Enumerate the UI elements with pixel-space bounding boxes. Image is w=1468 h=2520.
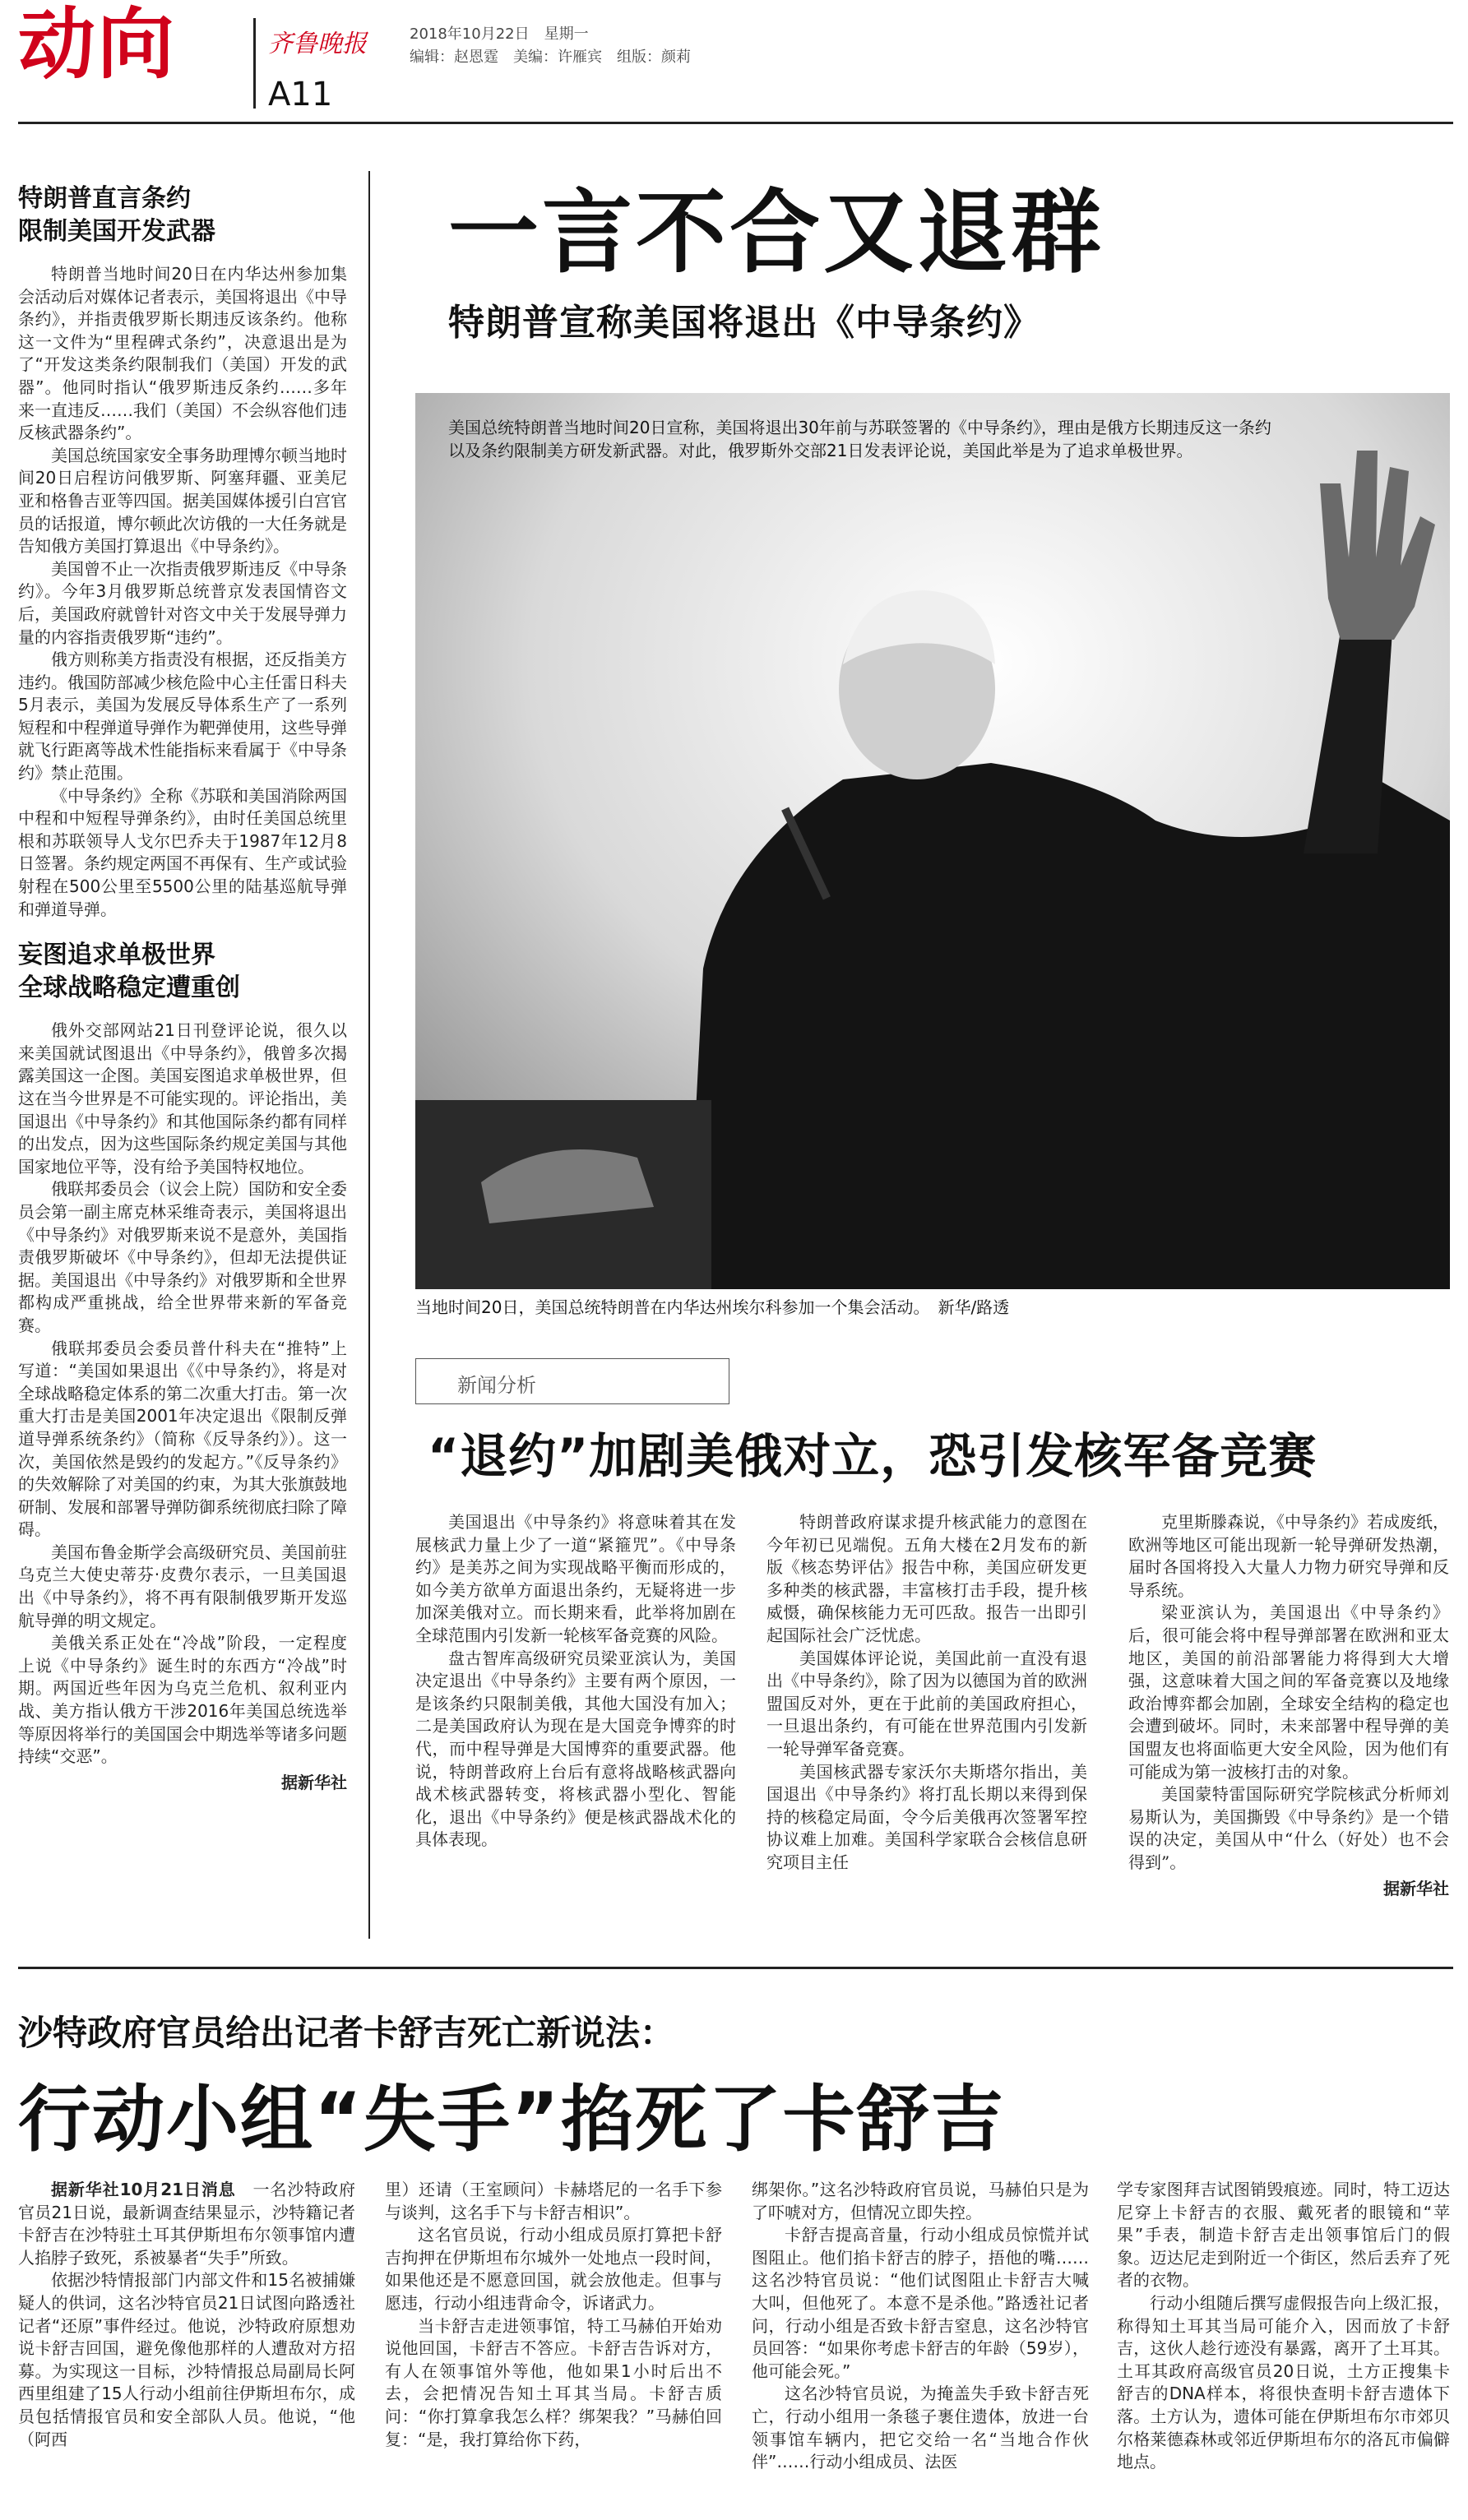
editors-line: 编辑：赵恩霆 美编：许雁宾 组版：颜莉 — [410, 49, 691, 66]
paragraph: 特朗普政府谋求提升核武能力的意图在今年初已见端倪。五角大楼在2月发布的新版《核态势评估》报告中称，美国应研发更多种类的核武器，丰富核打击手段，提升核威慑，确保核能力无可匹敌。报告一出即引起国际社会广泛忧虑。 — [766, 1512, 1087, 1645]
paragraph: 美国布鲁金斯学会高级研究员、美国前驻乌克兰大使史蒂芬·皮费尔表示，一旦美国退出《中导条约》，将不再有限制俄罗斯开发巡航导弹的明文规定。 — [18, 1542, 347, 1630]
lead-subhead: 特朗普宣称美国将退出《中导条约》 — [448, 302, 1040, 344]
speaker-silhouette-image — [415, 393, 1450, 1289]
paragraph: 依据沙特情报部门内部文件和15名被捕嫌疑人的供词，这名沙特官员21日试图向路透社记者“还原”事件经过。他说，沙特政府原想劝说卡舒吉回国，避免像他那样的人遭敌对方招募。为实现这一目标，沙特情报总局副局长阿西里组建了15人行动小组前往伊斯坦布尔，成员包括情报官员和安全部队人员。他说，“他（阿西 — [18, 2270, 355, 2449]
analysis-col-1 — [415, 1511, 736, 1852]
page-number: A11 — [268, 76, 333, 113]
paragraph: 美国退出《中导条约》将意味着其在发展核武力量上少了一道“紧箍咒”。《中导条约》是美苏之间为实现战略平衡而形成的，如今美方欲单方面退出条约，无疑将进一步加深美俄对立。而长期来看，此举将加剧在全球范围内引发新一轮核军备竞赛的风险。 — [415, 1512, 736, 1645]
lead-photo — [415, 393, 1450, 1289]
saudi-headline: 行动小组“失手”掐死了卡舒吉 — [18, 2077, 1005, 2162]
masthead-divider — [253, 18, 256, 109]
paper-logo: 齐鲁晚报 — [268, 30, 367, 58]
paragraph: 学专家图拜吉试图销毁痕迹。同时，特工迈达尼穿上卡舒吉的衣服、戴死者的眼镜和“苹果”手表，制造卡舒吉走出领事馆后门的假象。迈达尼走到附近一个街区，然后丢弃了死者的衣物。 — [1117, 2180, 1450, 2291]
byline: 据新华社 — [281, 1772, 347, 1792]
paragraph: 俄联邦委员会委员普什科夫在“推特”上写道：“美国如果退出《《中导条约》，将是对全球战略稳定体系的第二次重大打击。第一次重大打击是美国2001年决定退出《限制反弹道导弹系统条约》（简称《反导条约》）。这一次，美国依然是毁约的发起方。”《反导条约》的失效解除了对美国的约束，为其大张旗鼓地研制、发展和部署导弹防御系统彻底扫除了障碍。 — [18, 1338, 347, 1540]
analysis-col-2 — [766, 1511, 1087, 1875]
paragraph: 里）还请（王室顾问）卡赫塔尼的一名手下参与谈判，这名手下与卡舒吉相识”。 — [385, 2180, 722, 2222]
paragraph: 卡舒吉提高音量，行动小组成员惊慌并试图阻止。他们掐卡舒吉的脖子，捂他的嘴……这名沙特官员说：“他们试图阻止卡舒吉大喊大叫，但他死了。本意不是杀他。”路透社记者问，行动小组是否致卡舒吉窒息，这名沙特官员回答：“如果你考虑卡舒吉的年龄（59岁），他可能会死。” — [752, 2225, 1089, 2381]
paragraph: 这名官员说，行动小组成员原打算把卡舒吉拘押在伊斯坦布尔城外一处地点一段时间，如果他还是不愿意回国，就会放他走。但事与愿违，行动小组违背命令，诉诸武力。 — [385, 2225, 722, 2313]
byline: 据新华社 — [1383, 1878, 1449, 1898]
dateline: 据新华社10月21日消息 — [51, 2180, 236, 2199]
paragraph: 盘古智库高级研究员梁亚滨认为，美国决定退出《中导条约》主要有两个原因，一是该条约只限制美俄，其他大国没有加入；二是美国政府认为现在是大国竞争博弈的时代，而中程导弹是大国博弈的重要武器。他说，特朗普政府上台后有意将战略核武器向战术核武器转变，将核武器小型化、智能化，退出《中导条约》便是核武器战术化的具体表现。 — [415, 1648, 736, 1850]
left-column — [18, 183, 347, 1794]
paragraph: 美国总统国家安全事务助理博尔顿当地时间20日启程访问俄罗斯、阿塞拜疆、亚美尼亚和格鲁吉亚等四国。据美国媒体援引白宫官员的话报道，博尔顿此次访俄的一大任务就是告知俄方美国打算退出《中导条约》。 — [18, 445, 347, 557]
analysis-tag: 新闻分析 — [457, 1374, 536, 1397]
photo-overlay-caption: 美国总统特朗普当地时间20日宣称，美国将退出30年前与苏联签署的《中导条约》，理由是俄方长期违反这一条约以及条约限制美方研发新武器。对此，俄罗斯外交部21日发表评论说，美国此举是为了追求单极世界。 — [448, 418, 1271, 460]
masthead-rule — [18, 122, 1453, 124]
paragraph: 美国曾不止一次指责俄罗斯违反《中导条约》。今年3月俄罗斯总统普京发表国情咨文后，美国政府就曾针对咨文中关于发展导弹力量的内容指责俄罗斯“违约”。 — [18, 558, 347, 647]
column-divider — [368, 171, 370, 1939]
analysis-headline: “退约”加剧美俄对立，恐引发核军备竞赛 — [428, 1428, 1317, 1484]
left-kicker-2 — [18, 939, 347, 1005]
paragraph: 俄联邦委员会（议会上院）国防和安全委员会第一副主席克林采维奇表示，美国将退出《中导条约》对俄罗斯来说不是意外，美国指责俄罗斯破坏《中导条约》，但却无法提供证据。美国退出《中导条约》对俄罗斯和全世界都构成严重挑战，给全世界带来新的军备竞赛。 — [18, 1179, 347, 1335]
kicker-line: 妄图追求单极世界 — [18, 941, 215, 970]
saudi-col-3 — [752, 2179, 1089, 2474]
paragraph: 这名沙特官员说，为掩盖失手致卡舒吉死亡，行动小组用一条毯子裹住遗体，放进一台领事馆车辆内，把它交给一名“当地合作伙伴”……行动小组成员、法医 — [752, 2384, 1089, 2472]
paragraph: 美国媒体评论说，美国此前一直没有退出《中导条约》，除了因为以德国为首的欧洲盟国反对外，更在于此前的美国政府担心，一旦退出条约，有可能在世界范围内引发新一轮导弹军备竞赛。 — [766, 1648, 1087, 1759]
saudi-col-1 — [18, 2179, 355, 2451]
paragraph: 行动小组随后撰写虚假报告向上级汇报，称得知土耳其当局可能介入，因而放了卡舒吉，这伙人趁行迹没有暴露，离开了土耳其。土耳其政府高级官员20日说，土方正搜集卡舒吉的DNA样本，将很快查明卡舒吉遗体下落。土方认为，遗体可能在伊斯坦布尔市郊贝尔格莱德森林或邻近伊斯坦布尔的洛瓦市偏僻地点。 — [1117, 2292, 1450, 2472]
section-rule — [18, 1967, 1453, 1969]
lead-headline: 一言不合又退群 — [448, 180, 1104, 285]
paragraph: 美国核武器专家沃尔夫斯塔尔指出，美国退出《中导条约》将打乱长期以来得到保持的核稳定局面，令今后美俄再次签署军控协议难上加难。美国科学家联合会核信息研究项目主任 — [766, 1761, 1087, 1872]
paragraph: 特朗普当地时间20日在内华达州参加集会活动后对媒体记者表示，美国将退出《中导条约》，并指责俄罗斯长期违反该条约。他称这一文件为“里程碑式条约”，决意退出是为了“开发这类条约限制我们（美国）开发的武器”。他同时指认“俄罗斯违反条约……多年来一直违反……我们（美国）不会纵容他们违反核武器条约”。 — [18, 264, 347, 443]
paragraph: 《中导条约》全称《苏联和美国消除两国中程和中短程导弹条约》，由时任美国总统里根和苏联领导人戈尔巴乔夫于1987年12月8日签署。条约规定两国不再保有、生产或试验射程在500公里至5500公里的陆基巡航导弹和弹道导弹。 — [18, 785, 347, 919]
kicker-line: 全球战略稳定遭重创 — [18, 973, 240, 1003]
kicker-line: 特朗普直言条约 — [18, 184, 191, 213]
paragraph: 梁亚滨认为，美国退出《中导条约》后，很可能会将中程导弹部署在欧洲和亚太地区，美国的前沿部署能力将得到大大增强，这意味着大国之间的军备竞赛以及地缘政治博弈都会加剧，全球安全结构的稳定也会遭到破坏。同时，未来部署中程导弹的美国盟友也将面临更大安全风险，因为他们有可能成为第一波核打击的对象。 — [1128, 1602, 1449, 1782]
paragraph: 当卡舒吉走进领事馆，特工马赫伯开始劝说他回国，卡舒吉不答应。卡舒吉告诉对方，有人在领事馆外等他，他如果1小时后出不去，会把情况告知土耳其当局。卡舒吉质问：“你打算拿我怎么样？绑架我？”马赫伯回复：“是，我打算给你下药， — [385, 2315, 722, 2449]
photo-caption: 当地时间20日，美国总统特朗普在内华达州埃尔科参加一个集会活动。 新华/路透 — [415, 1297, 1010, 1317]
paragraph: 美俄关系正处在“冷战”阶段，一定程度上说《中导条约》诞生时的东西方“冷战”时期。两国近些年因为乌克兰危机、叙利亚内战、美方指认俄方干涉2016年美国总统选举等原因将举行的美国国会中期选举等诸多问题持续“交恶”。 — [18, 1633, 347, 1767]
paragraph-text: 一名沙特政府官员21日说，最新调查结果显示，沙特籍记者卡舒吉在沙特驻土耳其伊斯坦布尔领事馆内遭人掐脖子致死，系被暴者“失手”所致。 — [18, 2180, 356, 2268]
paragraph: 俄外交部网站21日刊登评论说，很久以来美国就试图退出《中导条约》，俄曾多次揭露美国这一企图。美国妄图追求单极世界，但这在当今世界是不可能实现的。评论指出，美国退出《中导条约》和其他国际条约都有同样的出发点，因为这些国际条约规定美国与其他国家地位平等，没有给予美国特权地位。 — [18, 1020, 347, 1177]
kicker-line: 限制美国开发武器 — [18, 217, 215, 246]
left-kicker-1 — [18, 183, 347, 248]
saudi-col-2 — [385, 2179, 722, 2451]
saudi-pre-headline: 沙特政府官员给出记者卡舒吉死亡新说法： — [18, 2013, 675, 2053]
left-body-2 — [18, 1020, 347, 1794]
paragraph: 美国蒙特雷国际研究学院核武分析师刘易斯认为，美国撕毁《中导条约》是一个错误的决定，美国从中“什么（好处）也不会得到”。 — [1128, 1784, 1449, 1872]
saudi-col-4 — [1117, 2179, 1450, 2474]
analysis-tag-box — [415, 1358, 729, 1404]
paragraph: 克里斯滕森说，《中导条约》若成废纸，欧洲等地区可能出现新一轮导弹研发热潮，届时各国将投入大量人力物力研究导弹和反导系统。 — [1128, 1512, 1449, 1600]
date-line: 2018年10月22日 星期一 — [410, 25, 589, 43]
analysis-col-3 — [1128, 1511, 1449, 1900]
paragraph: 绑架你。”这名沙特政府官员说，马赫伯只是为了吓唬对方，但情况立即失控。 — [752, 2180, 1089, 2222]
section-title: 动向 — [18, 0, 177, 90]
left-body-1 — [18, 263, 347, 921]
paragraph: 俄方则称美方指责没有根据，还反指美方违约。俄国防部减少核危险中心主任雷日科夫5月表示，美国为发展反导体系生产了一系列短程和中程弹道导弹作为靶弹使用，这些导弹就飞行距离等战术性能指标来看属于《中导条约》禁止范围。 — [18, 650, 347, 784]
